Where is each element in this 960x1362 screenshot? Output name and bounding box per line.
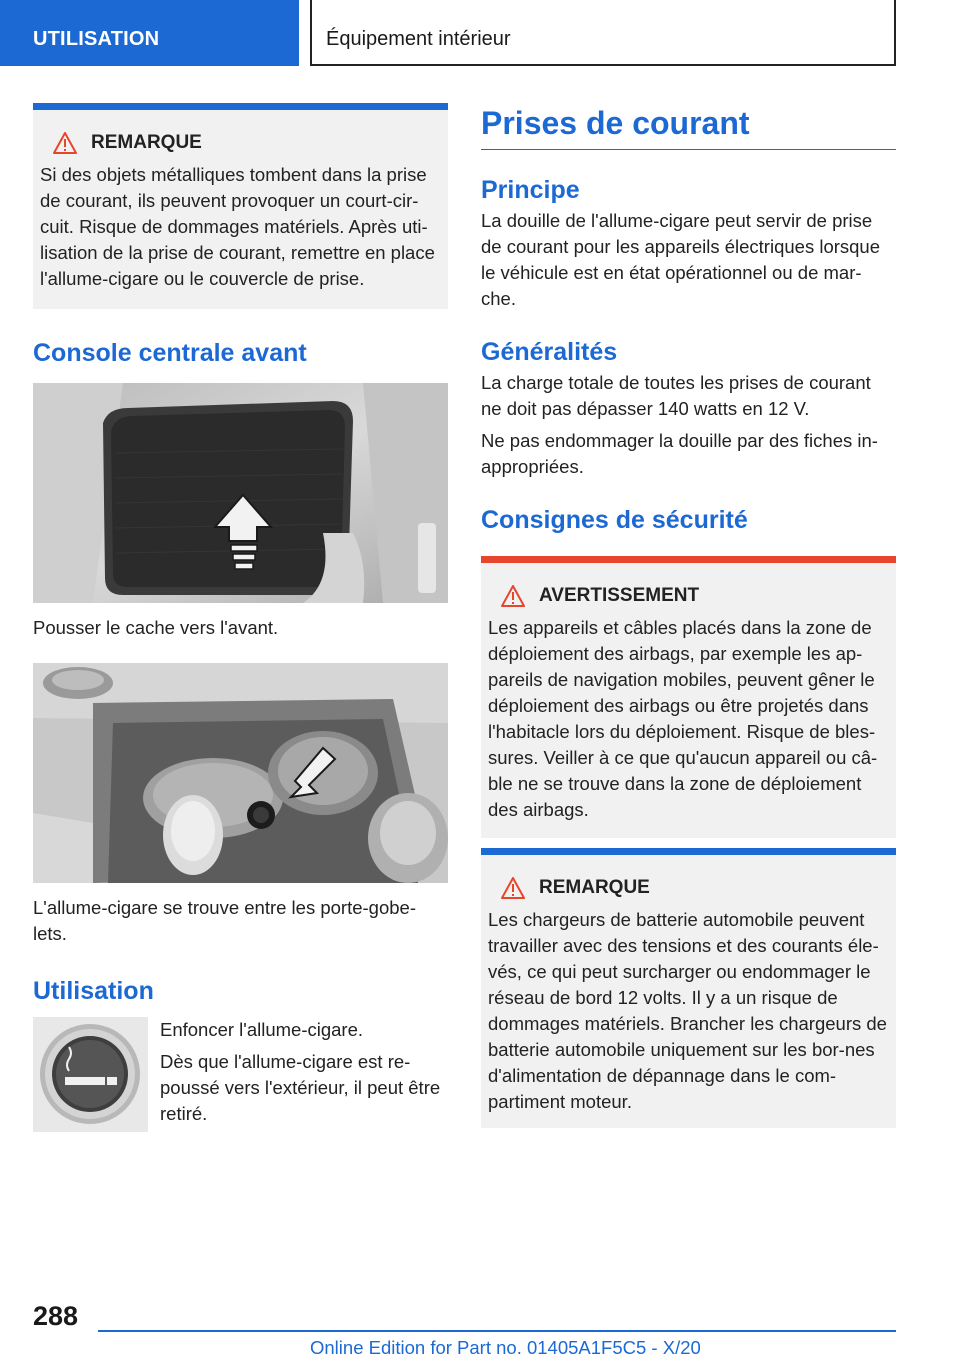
caption-lighter-location: L'allume-cigare se trouve entre les porte-gobe-lets. (33, 897, 416, 944)
chapter-tab[interactable] (310, 0, 896, 66)
utilisation-block (33, 1017, 448, 1132)
page-number: 288 (33, 1301, 79, 1331)
chapter-label: Équipement intérieur (326, 28, 511, 50)
note-header (40, 130, 441, 156)
note-box-chargers (481, 848, 896, 1128)
util-step-press: Enfoncer l'allume-cigare. (160, 1019, 364, 1040)
console-heading: Console centrale avant (33, 339, 307, 367)
consignes-heading: Consignes de sécurité (481, 506, 748, 534)
left-column (33, 103, 448, 1132)
caption-push-cover: Pousser le cache vers l'avant. (33, 617, 279, 638)
footer-divider (98, 1330, 896, 1332)
note-text: Les chargeurs de batterie automobile peuvent travailler avec des tensions et des courants éle-vés, ce qui peut surcharger ou endommager le réseau de bord 12 volts. Il y a un risque de dommages matériels. Brancher les chargeurs de batterie automobile uniquement sur les bor-nes d'alimentation de dépannage dans le com-partiment moteur. (488, 909, 887, 1112)
page-title: Prises de courant (481, 103, 896, 150)
note-header (488, 875, 889, 901)
generalites-heading: Généralités (481, 338, 618, 366)
utilisation-heading: Utilisation (33, 977, 154, 1005)
warning-box-airbags (481, 556, 896, 838)
warning-text: Les appareils et câbles placés dans la zone de déploiement des airbags, par exemple les ap-pareils de navigation mobiles, peuvent gêner le déploiement des airbags ou être projetés dans l'habitacle lors du déploiement. Risque de bles-sures. Veiller à ce que qu'aucun appareil ou câ-ble ne se trouve dans la zone de déploiement des airbags. (488, 617, 878, 820)
principe-text: La douille de l'allume-cigare peut servir de prise de courant pour les appareils électriques lorsque le véhicule est en état opérationnel ou de mar-che. (481, 210, 881, 309)
lighter-button-illustration (33, 1017, 148, 1132)
utilisation-text (160, 1017, 448, 1132)
warning-triangle-icon (53, 132, 77, 154)
generalites-text-2: Ne pas endommager la douille par des fiches in-appropriées. (481, 430, 878, 477)
warning-header (488, 583, 889, 609)
right-column (481, 103, 896, 1128)
principe-heading: Principe (481, 176, 580, 204)
section-label: UTILISATION (33, 28, 160, 50)
note-title: REMARQUE (539, 877, 650, 898)
note-text: Si des objets métalliques tombent dans la prise de courant, ils peuvent provoquer un court-cir-cuit. Risque de dommages matériels. Après uti-lisation de la prise de courant, remettre en place l'allume-cigare ou le couvercle de prise. (40, 164, 435, 289)
section-tab[interactable] (0, 0, 299, 66)
generalites-text-1: La charge totale de toutes les prises de courant ne doit pas dépasser 140 watts en 12 V. (481, 372, 871, 419)
console-cover-photo (33, 383, 448, 603)
edition-link[interactable]: Online Edition for Part no. 01405A1F5C5 - X/20 (310, 1337, 701, 1358)
page-header (0, 0, 960, 66)
warning-title: AVERTISSEMENT (539, 585, 700, 606)
note-box-metal-objects (33, 103, 448, 309)
cigarette-lighter-photo (33, 663, 448, 883)
note-title: REMARQUE (91, 132, 202, 153)
warning-triangle-icon (501, 585, 525, 607)
util-step-remove: Dès que l'allume-cigare est re-poussé vers l'extérieur, il peut être retiré. (160, 1051, 441, 1124)
warning-triangle-icon (501, 877, 525, 899)
